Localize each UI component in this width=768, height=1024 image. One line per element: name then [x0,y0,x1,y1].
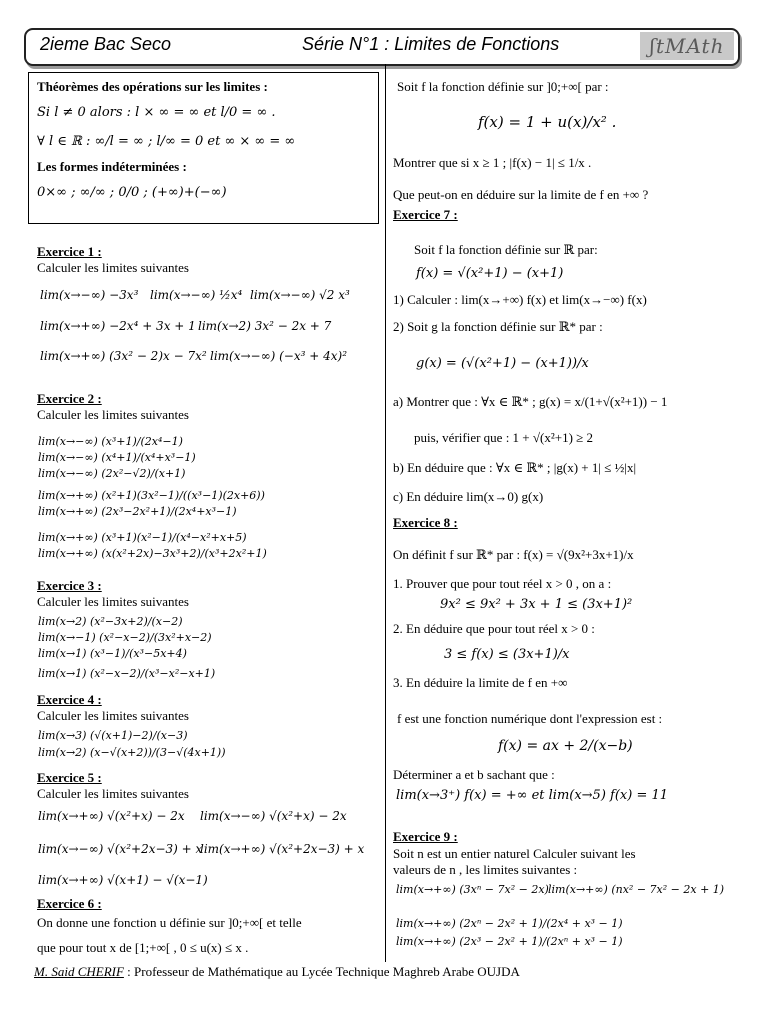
theorem-line2: ∀ l ∈ ℝ : ∞/l = ∞ ; l/∞ = 0 et ∞ × ∞ = ∞ [37,134,296,149]
ex5-item: lim(x→+∞) √(x²+2x−3) + x [200,842,365,856]
ex8-q2b: 3 ≤ f(x) ≤ (3x+1)/x [444,647,570,662]
theorem-title: Théorèmes des opérations sur les limites : [37,79,268,94]
ex3-item: lim(x→−1) (x²−x−2)/(3x²+x−2) [38,631,212,644]
ex3-item: lim(x→1) (x³−1)/(x³−5x+4) [38,647,187,660]
ex8-p3: lim(x→3⁺) f(x) = +∞ et lim(x→5) f(x) = 11 [396,788,669,803]
ex7-q1: 1) Calculer : lim(x→+∞) f(x) et lim(x→−∞) f(x) [393,292,647,307]
ex9-line2: valeurs de n , les limites suivantes : [393,862,578,877]
ex8-definition: f(x) = ax + 2/(x−b) [498,738,633,754]
ex8-q2: 2. En déduire que pour tout réel x > 0 : [393,621,595,636]
ex8-q3: 3. En déduire la limite de f en +∞ [393,675,568,690]
ex1-item: lim(x→−∞) −3x³ [40,288,139,302]
ex1-title: Exercice 1 : [37,244,102,259]
ex2-intro: Calculer les limites suivantes [37,407,189,422]
ex9-title: Exercice 9 : [393,829,458,844]
ex7-title: Exercice 7 : [393,207,458,222]
ex7-definition: f(x) = √(x²+1) − (x+1) [416,266,564,281]
ex1-item: lim(x→−∞) √2 x³ [250,288,350,302]
ex7-qc: c) En déduire lim(x→0) g(x) [393,489,544,504]
ex6-question1: Montrer que si x ≥ 1 ; |f(x) − 1| ≤ 1/x . [393,155,592,170]
ex3-intro: Calculer les limites suivantes [37,594,189,609]
ex2-title: Exercice 2 : [37,391,102,406]
ex6-line2: que pour tout x de [1;+∞[ , 0 ≤ u(x) ≤ x . [37,940,249,955]
ex5-item: lim(x→−∞) √(x²+x) − 2x [200,809,347,823]
ex2-item: lim(x→+∞) (x(x²+2x)−3x³+2)/(x³+2x²+1) [38,547,267,560]
author-affiliation: : Professeur de Mathématique au Lycée Technique Maghreb Arabe OUJDA [123,964,520,979]
ex8-q1: 1. Prouver que pour tout réel x > 0 , on a : [393,576,612,591]
ex9-item: lim(x→+∞) (2x³ − 2x² + 1)/(2xⁿ + x³ − 1) [396,935,623,948]
ex5-item: lim(x→+∞) √(x+1) − √(x−1) [38,873,208,887]
ex8-title: Exercice 8 : [393,515,458,530]
ex2-item: lim(x→−∞) (x⁴+1)/(x⁴+x³−1) [38,451,196,464]
ex7-line1: Soit f la fonction définie sur ℝ par: [414,242,598,257]
ex6-definition: f(x) = 1 + u(x)/x² . [478,113,617,131]
ex2-item: lim(x→+∞) (x²+1)(3x²−1)/((x³−1)(2x+6)) [38,489,265,502]
ex5-intro: Calculer les limites suivantes [37,786,189,801]
ex4-item: lim(x→3) (√(x+1)−2)/(x−3) [38,729,188,742]
ex6-question2: Que peut-on en déduire sur la limite de f en +∞ ? [393,187,649,202]
ex6-line3: Soit f la fonction définie sur ]0;+∞[ par : [397,79,609,94]
ex8-p1: f est une fonction numérique dont l'expression est : [397,711,663,726]
ex2-item: lim(x→−∞) (x³+1)/(2x⁴−1) [38,435,183,448]
ex7-qa2: puis, vérifier que : 1 + √(x²+1) ≥ 2 [414,430,594,445]
ex1-item: lim(x→+∞) (3x² − 2)x − 7x² [40,349,207,363]
ex7-qa: a) Montrer que : ∀x ∈ ℝ* ; g(x) = x/(1+√(x²+1)) − 1 [393,394,668,409]
class-level: 2ieme Bac Seco [40,34,172,54]
ex2-item: lim(x→−∞) (2x²−√2)/(x+1) [38,467,186,480]
author-name: M. Said CHERIF [34,964,124,979]
page-title: Série N°1 : Limites de Fonctions [302,34,560,54]
ex1-item: lim(x→2) 3x² − 2x + 7 [198,319,332,333]
ex8-q1b: 9x² ≤ 9x² + 3x + 1 ≤ (3x+1)² [440,597,633,612]
indet-title: Les formes indéterminées : [37,159,187,174]
ex1-item: lim(x→+∞) −2x⁴ + 3x + 1 [40,319,196,333]
column-divider [385,64,386,962]
ex7-qb: b) En déduire que : ∀x ∈ ℝ* ; |g(x) + 1| ≤ ½|x| [393,460,637,475]
footer [34,964,520,980]
ex2-item: lim(x→+∞) (2x³−2x²+1)/(2x⁴+x³−1) [38,505,237,518]
ex9-item: lim(x→+∞) (nx² − 7x² − 2x + 1) [548,883,725,896]
ex7-g-definition: g(x) = (√(x²+1) − (x+1))/x [416,356,589,371]
site-logo: ʃtMAth [640,32,734,60]
ex9-item: lim(x→+∞) (2xⁿ − 2x² + 1)/(2x⁴ + x³ − 1) [396,917,623,930]
header-banner [24,28,740,66]
ex8-line1: On définit f sur ℝ* par : f(x) = √(9x²+3x+1)/x [393,547,634,562]
ex5-title: Exercice 5 : [37,770,102,785]
ex5-item: lim(x→−∞) √(x²+2x−3) + x [38,842,203,856]
ex1-item: lim(x→−∞) ½x⁴ [150,288,243,302]
theorem-line1: Si l ≠ 0 alors : l × ∞ = ∞ et l/0 = ∞ . [37,105,276,120]
indet-forms: 0×∞ ; ∞/∞ ; 0/0 ; (+∞)+(−∞) [37,185,227,200]
ex4-item: lim(x→2) (x−√(x+2))/(3−√(4x+1)) [38,746,226,759]
ex3-item: lim(x→2) (x²−3x+2)/(x−2) [38,615,183,628]
theorem-box [28,72,379,224]
ex1-intro: Calculer les limites suivantes [37,260,189,275]
ex4-title: Exercice 4 : [37,692,102,707]
ex4-intro: Calculer les limites suivantes [37,708,189,723]
ex2-item: lim(x→+∞) (x³+1)(x²−1)/(x⁴−x²+x+5) [38,531,247,544]
ex1-item: lim(x→−∞) (−x³ + 4x)² [210,349,347,363]
ex7-q2: 2) Soit g la fonction définie sur ℝ* par : [393,319,603,334]
ex8-p2: Déterminer a et b sachant que : [393,767,555,782]
ex6-line1: On donne une fonction u définie sur ]0;+∞[ et telle [37,915,302,930]
ex6-title: Exercice 6 : [37,896,102,911]
ex9-line1: Soit n est un entier naturel Calculer suivant les [393,846,636,861]
ex3-title: Exercice 3 : [37,578,102,593]
ex9-item: lim(x→+∞) (3xⁿ − 7x² − 2x) [396,883,549,896]
ex3-item: lim(x→1) (x²−x−2)/(x³−x²−x+1) [38,667,216,680]
ex5-item: lim(x→+∞) √(x²+x) − 2x [38,809,185,823]
